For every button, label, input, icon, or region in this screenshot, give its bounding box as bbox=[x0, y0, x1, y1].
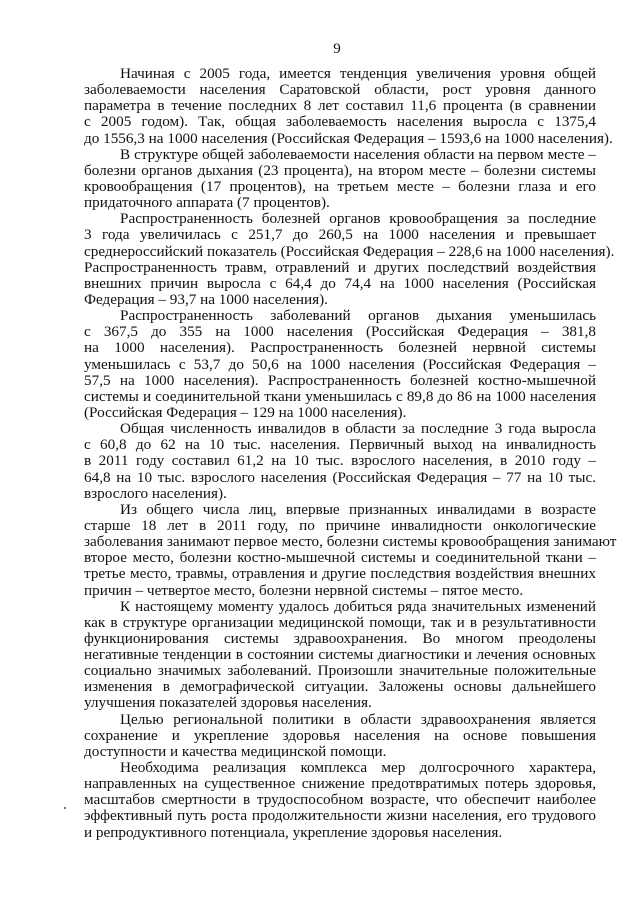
text-line: Федерация – 93,7 на 1000 населения). bbox=[84, 290, 328, 308]
paragraph bbox=[84, 147, 596, 212]
text-line: Начиная с 2005 года, имеется тенденция увеличения уровня общей bbox=[120, 65, 596, 82]
text-line: придаточного аппарата (7 процентов). bbox=[84, 194, 330, 212]
text-line: и репродуктивного потенциала, укрепление здоровья населения. bbox=[84, 823, 503, 841]
text-line: 3 года увеличилась с 251,7 до 260,5 на 1000 населения и превышает bbox=[84, 226, 596, 244]
text-line: функционирования системы здравоохранения. Во многом преодолены bbox=[84, 629, 596, 647]
text-line: внешних причин выросла с 64,4 до 74,4 на 1000 населения (Российская bbox=[84, 274, 596, 292]
text-line: негативные тенденции в состоянии системы диагностики и лечения основных bbox=[84, 646, 596, 664]
text-line: заболеваемости населения Саратовской области, рост уровня данного bbox=[84, 81, 596, 99]
text-line: болезни органов дыхания (23 процента), на втором месте – болезни системы bbox=[84, 161, 596, 179]
text-line: направленных на существенное снижение предотвратимых потерь здоровья, bbox=[84, 775, 596, 793]
text-line: Распространенность травм, отравлений и других последствий воздействия bbox=[84, 258, 596, 276]
text-line: в 2011 году составил 61,2 на 10 тыс. взрослого населения, в 2010 году – bbox=[84, 452, 596, 470]
paragraph bbox=[84, 599, 596, 712]
text-line: заболевания занимают первое место, болезни системы кровообращения занимают bbox=[84, 533, 617, 551]
text-line: системы и соединительной ткани уменьшилась с 89,8 до 86 на 1000 населения bbox=[84, 387, 596, 405]
paragraph bbox=[84, 500, 617, 599]
paragraph bbox=[84, 65, 613, 147]
text-line: эффективный путь роста продолжительности жизни населения, его трудового bbox=[84, 807, 596, 825]
text-line: с 367,5 до 355 на 1000 населения (Российская Федерация – 381,8 bbox=[84, 323, 596, 341]
text-line: Необходима реализация комплекса мер долгосрочного характера, bbox=[120, 759, 596, 777]
text-line: с 2005 годом). Так, общая заболеваемость населения выросла с 1375,4 bbox=[84, 113, 596, 131]
text-line: кровообращения (17 процентов), на третьем месте – болезни глаза и его bbox=[84, 177, 596, 195]
text-line: социально значимых заболеваний. Произошли значительные положительные bbox=[84, 662, 596, 680]
paragraph bbox=[84, 712, 596, 760]
text-line: 57,5 на 1000 населения). Распространенность болезней костно-мышечной bbox=[84, 371, 596, 389]
text-line: 64,8 на 10 тыс. взрослого населения (Российская Федерация – 77 на 10 тыс. bbox=[84, 468, 596, 486]
text-line: масштабов смертности в трудоспособном возрасте, что обеспечит наиболее bbox=[84, 791, 596, 809]
text-line: среднероссийский показатель (Российская Федерация – 228,6 на 1000 населения). bbox=[84, 242, 615, 260]
text-line: улучшения показателей здоровья населения. bbox=[84, 694, 372, 712]
document-body bbox=[84, 65, 617, 841]
paragraph bbox=[84, 308, 596, 421]
text-line: Распространенность болезней органов кровообращения за последние bbox=[120, 210, 596, 228]
text-line: В структуре общей заболеваемости населения области на первом месте – bbox=[120, 145, 596, 163]
text-line: К настоящему моменту удалось добиться ряда значительных изменений bbox=[120, 597, 596, 615]
text-line: второе место, болезни костно-мышечной системы и соединительной ткани – bbox=[84, 549, 596, 567]
text-line: с 60,8 до 62 на 10 тыс. населения. Первичный выход на инвалидность bbox=[84, 436, 596, 454]
text-line: третье место, травмы, отравления и другие последствия воздействия внешних bbox=[84, 565, 596, 583]
text-line: до 1556,3 на 1000 населения (Российская Федерация – 1593,6 на 1000 населения). bbox=[84, 129, 613, 147]
text-line: уменьшилась с 53,7 до 50,6 на 1000 населения (Российская Федерация – bbox=[84, 355, 596, 373]
text-line: сохранение и укрепление здоровья населения на основе повышения bbox=[84, 726, 596, 744]
text-line: изменения в демографической ситуации. Заложены основы дальнейшего bbox=[84, 678, 596, 696]
text-line: Распространенность заболеваний органов дыхания уменьшилась bbox=[120, 307, 596, 325]
page-number: 9 bbox=[333, 41, 341, 57]
text-line: (Российская Федерация – 129 на 1000 населения). bbox=[84, 403, 407, 421]
text-line: как в структуре организации медицинской помощи, так и в результативности bbox=[84, 613, 596, 631]
text-line: старше 18 лет в 2011 году, по причине инвалидности онкологические bbox=[84, 516, 596, 534]
text-line: причин – четвертое место, болезни нервной системы – пятое место. bbox=[84, 581, 524, 599]
text-line: на 1000 населения). Распространенность болезней нервной системы bbox=[84, 339, 596, 357]
text-line: взрослого населения). bbox=[84, 484, 227, 502]
paragraph bbox=[84, 760, 596, 841]
text-line: доступности и качества медицинской помощи. bbox=[84, 742, 387, 760]
text-line: параметра в течение последних 8 лет составил 11,6 процента (в сравнении bbox=[84, 97, 596, 115]
paragraph bbox=[84, 210, 615, 308]
text-line: Целью региональной политики в области здравоохранения является bbox=[120, 710, 596, 728]
paragraph bbox=[84, 421, 596, 502]
scan-speck bbox=[64, 807, 66, 809]
text-line: Общая численность инвалидов в области за последние 3 года выросла bbox=[120, 420, 596, 438]
text-line: Из общего числа лиц, впервые признанных инвалидами в возрасте bbox=[120, 500, 596, 518]
